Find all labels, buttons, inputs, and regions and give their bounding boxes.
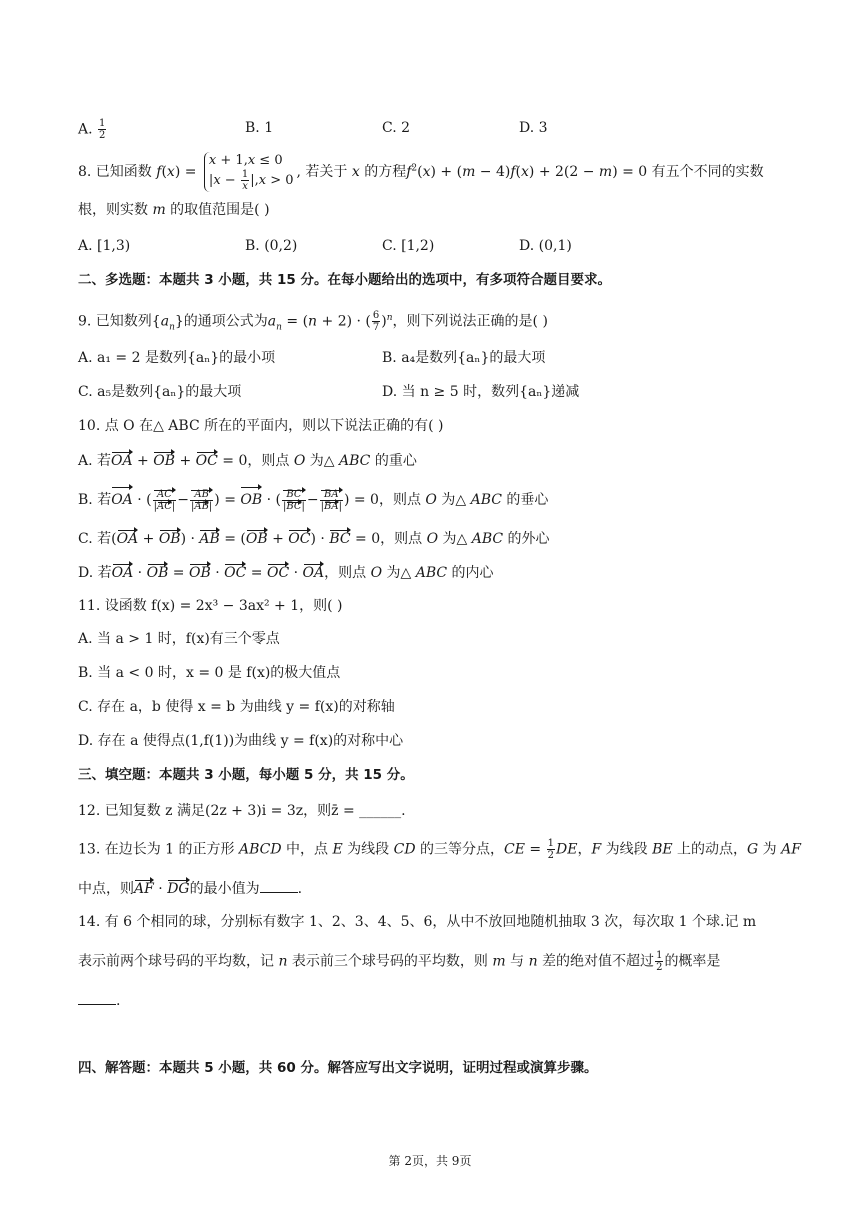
q12-stem: 12. 已知复数 z 满足(2z + 3)i = 3z，则z̄ = ______.: [78, 803, 406, 819]
q11-stem: 11. 设函数 f(x) = 2x³ − 3ax² + 1，则( ): [78, 598, 343, 614]
q8-piecewise: x + 1,x ≤ 0 |x − $\frac{1}{x}$ |,x > 0: [204, 152, 294, 192]
q14-line2: 表示前两个球号码的平均数，记 n 表示前三个球号码的平均数，则 m 与 n 差的绝对值不超过 $\frac{1}{2}$ 的概率是: [78, 950, 721, 973]
q14-line1: 14. 有 6 个相同的球，分别标有数字 1、2、3、4、5、6，从中不放回地随机抽取 3 次，每次取 1 个球.记 m: [78, 914, 757, 930]
section3-title: 三、填空题：本题共 3 小题，每小题 5 分，共 15 分。: [78, 767, 414, 783]
q9-stem: 9. 已知数列$\{a_n\}$的通项公式为$a_n = (n + 2)$ · ( $\frac{6}{7}$ )$^n$，则下列说法正确的是( ): [78, 310, 548, 334]
section2-title: 二、多选题：本题共 3 小题，共 15 分。在每小题给出的选项中，有多项符合题目要求。: [78, 272, 611, 288]
q10-option-a: A. 若OA + OB + OC = 0，则点 O 为△ ABC 的重心: [78, 453, 417, 469]
q9-option-a: A. a₁ = 2 是数列{aₙ}的最小项: [78, 350, 276, 366]
q11-option-c: C. 存在 a，b 使得 x = b 为曲线 y = f(x)的对称轴: [78, 699, 395, 715]
q11-option-b: B. 当 a < 0 时，x = 0 是 f(x)的极大值点: [78, 665, 341, 681]
page-footer: 第 2页，共 9页: [388, 1154, 472, 1168]
q11-option-d: D. 存在 a 使得点(1,f(1))为曲线 y = f(x)的对称中心: [78, 733, 404, 749]
q9-option-d: D. 当 n ≥ 5 时，数列{aₙ}递减: [382, 384, 580, 400]
q10-option-b: B. 若OA · ( $\frac{AC}{|AC|}$ − $\frac{AB}{|AB|}$ ) = OB · ( $\frac{BC}{|BC|}$ − $\frac{BA}{|BA|}$ ) = 0，则点 O 为△ ABC 的垂心: [78, 486, 548, 514]
q8-stem-line1: 8. 已知函数 f(x) = x + 1,x ≤ 0 |x − $\frac{1}{x}$ |,x > 0 , 若关于 x 的方程$f^2(x) + (m - 4)f(x) + 2(2 - m) = 0$ 有五个不同的实数: [78, 153, 764, 192]
q8-stem-line2: 根，则实数 m 的取值范围是( ): [78, 202, 270, 218]
q9-option-c: C. a₅是数列{aₙ}的最大项: [78, 384, 242, 400]
q10-stem: 10. 点 O 在△ ABC 所在的平面内，则以下说法正确的有( ): [78, 418, 444, 434]
q8-option-b: B. (0,2): [245, 238, 298, 254]
q10-option-d: D. 若OA · OB = OB · OC = OC · OA，则点 O 为△ ABC 的内心: [78, 565, 494, 581]
q8-option-a: A. [1,3): [78, 238, 131, 254]
q10-option-c: C. 若(OA + OB) · AB = (OB + OC) · BC = 0，则点 O 为△ ABC 的外心: [78, 531, 550, 547]
q14-line3: .: [78, 990, 120, 1011]
q7-option-a: A. $\frac{1}{2}$: [78, 118, 106, 141]
q7-option-c: C. 2: [382, 120, 411, 136]
q11-option-a: A. 当 a > 1 时，f(x)有三个零点: [78, 631, 280, 647]
q9-option-b: B. a₄是数列{aₙ}的最大项: [382, 350, 546, 366]
q13-line2: 中点，则AF · DG的最小值为 .: [78, 878, 302, 899]
q8-option-d: D. (0,1): [519, 238, 572, 254]
q7-option-d: D. 3: [519, 120, 548, 136]
q13-line1: 13. 在边长为 1 的正方形 ABCD 中，点 E 为线段 CD 的三等分点，CE = $\frac{1}{2}$ DE，F 为线段 BE 上的动点，G 为 AF: [78, 838, 801, 861]
q8-option-c: C. [1,2): [382, 238, 435, 254]
q7-option-b: B. 1: [245, 120, 274, 136]
section4-title: 四、解答题：本题共 5 小题，共 60 分。解答应写出文字说明，证明过程或演算步骤。: [78, 1060, 598, 1076]
